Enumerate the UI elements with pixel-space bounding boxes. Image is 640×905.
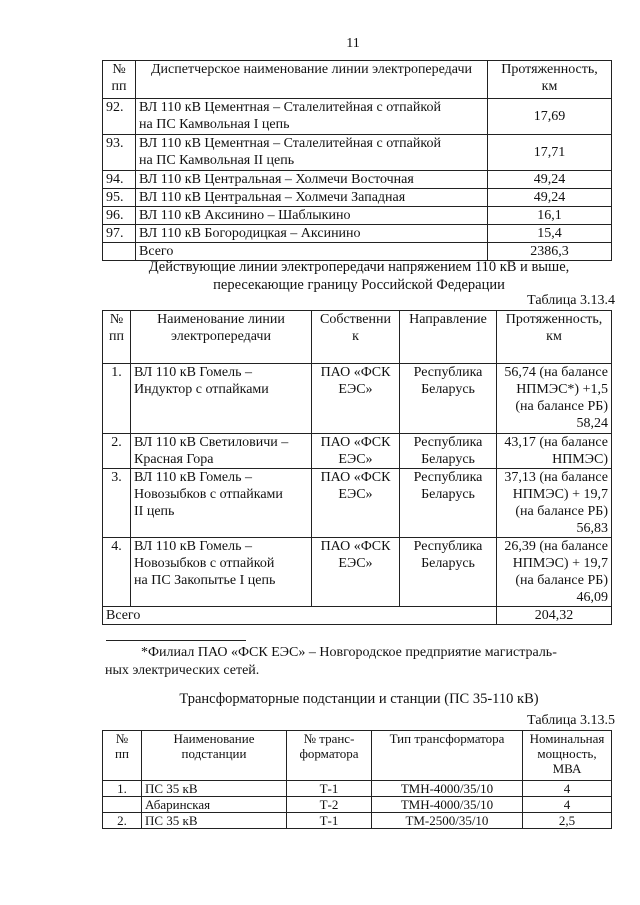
row-num: 1. bbox=[103, 781, 142, 797]
row-length: 17,71 bbox=[488, 135, 612, 171]
row-direction: Республика Беларусь bbox=[400, 469, 497, 538]
table-row bbox=[103, 434, 612, 469]
header-num: № пп bbox=[103, 731, 142, 781]
footnote-divider bbox=[106, 640, 246, 641]
total-row bbox=[103, 607, 612, 625]
table-row bbox=[103, 797, 612, 813]
section-heading-substations: Трансформаторные подстанции и станции (ПС 35-110 кВ) bbox=[179, 691, 539, 707]
row-length: 49,24 bbox=[488, 189, 612, 207]
row-name: ВЛ 110 кВ Гомель – Новозыбков с отпайкой на ПС Закопытье I цепь bbox=[131, 538, 312, 607]
row-num: 2. bbox=[103, 813, 142, 829]
table-row bbox=[103, 135, 612, 171]
table-row bbox=[103, 538, 612, 607]
row-num: 97. bbox=[103, 225, 136, 243]
row-type: ТМН-4000/35/10 bbox=[372, 781, 523, 797]
row-owner: ПАО «ФСК ЕЭС» bbox=[312, 469, 400, 538]
row-num bbox=[103, 797, 142, 813]
table-row bbox=[103, 781, 612, 797]
table-row bbox=[103, 99, 612, 135]
row-owner: ПАО «ФСК ЕЭС» bbox=[312, 364, 400, 434]
row-type: ТМН-4000/35/10 bbox=[372, 797, 523, 813]
row-trafo: Т-2 bbox=[287, 797, 372, 813]
row-name: ПС 35 кВ bbox=[142, 813, 287, 829]
table-row bbox=[103, 225, 612, 243]
table-caption-3-13-5: Таблица 3.13.5 bbox=[527, 713, 615, 728]
row-name: ВЛ 110 кВ Гомель – Новозыбков с отпайками II цепь bbox=[131, 469, 312, 538]
table-header-row bbox=[103, 731, 612, 781]
row-num: 95. bbox=[103, 189, 136, 207]
header-length: Протяженность, км bbox=[497, 311, 612, 364]
header-num: № пп bbox=[103, 61, 136, 99]
row-name: Абаринская bbox=[142, 797, 287, 813]
table-row bbox=[103, 364, 612, 434]
row-name: ВЛ 110 кВ Богородицкая – Аксинино bbox=[136, 225, 488, 243]
table-row bbox=[103, 171, 612, 189]
row-trafo: Т-1 bbox=[287, 813, 372, 829]
row-length: 49,24 bbox=[488, 171, 612, 189]
row-name: ВЛ 110 кВ Центральная – Холмечи Восточная bbox=[136, 171, 488, 189]
footnote: *Филиал ПАО «ФСК ЕЭС» – Новгородское предприятие магистраль- ных электрических сетей. bbox=[105, 645, 557, 678]
row-power: 4 bbox=[523, 797, 612, 813]
header-direction: Направление bbox=[400, 311, 497, 364]
header-name: Наименование подстанции bbox=[142, 731, 287, 781]
total-value: 2386,3 bbox=[488, 243, 612, 261]
row-name: ВЛ 110 кВ Аксинино – Шаблыкино bbox=[136, 207, 488, 225]
table-row bbox=[103, 469, 612, 538]
header-power: Номинальная мощность, МВА bbox=[523, 731, 612, 781]
row-num: 93. bbox=[103, 135, 136, 171]
row-name: ВЛ 110 кВ Светиловичи – Красная Гора bbox=[131, 434, 312, 469]
row-type: ТМ-2500/35/10 bbox=[372, 813, 523, 829]
table-row bbox=[103, 813, 612, 829]
header-trafo-type: Тип трансформатора bbox=[372, 731, 523, 781]
header-name: Диспетчерское наименование линии электропередачи bbox=[136, 61, 488, 99]
page-number: 11 bbox=[346, 36, 360, 51]
section-heading-cross-border: Действующие линии электропередачи напряжением 110 кВ и выше, пересекающие границу Российской Федерации bbox=[148, 259, 570, 293]
header-trafo-num: № транс- форматора bbox=[287, 731, 372, 781]
row-num: 2. bbox=[103, 434, 131, 469]
header-length: Протяженность, км bbox=[488, 61, 612, 99]
row-length: 56,74 (на балансе НПМЭС*) +1,5 (на балансе РБ) 58,24 bbox=[497, 364, 612, 434]
total-label: Всего bbox=[103, 607, 497, 625]
table-header-row bbox=[103, 311, 612, 364]
row-direction: Республика Беларусь bbox=[400, 538, 497, 607]
row-name: ПС 35 кВ bbox=[142, 781, 287, 797]
row-num: 4. bbox=[103, 538, 131, 607]
row-name: ВЛ 110 кВ Центральная – Холмечи Западная bbox=[136, 189, 488, 207]
row-owner: ПАО «ФСК ЕЭС» bbox=[312, 538, 400, 607]
row-num: 94. bbox=[103, 171, 136, 189]
table-row bbox=[103, 207, 612, 225]
row-length: 26,39 (на балансе НПМЭС) + 19,7 (на балансе РБ) 46,09 bbox=[497, 538, 612, 607]
row-num: 3. bbox=[103, 469, 131, 538]
row-owner: ПАО «ФСК ЕЭС» bbox=[312, 434, 400, 469]
row-power: 4 bbox=[523, 781, 612, 797]
row-length: 17,69 bbox=[488, 99, 612, 135]
header-num: № пп bbox=[103, 311, 131, 364]
row-num: 96. bbox=[103, 207, 136, 225]
row-name: ВЛ 110 кВ Цементная – Сталелитейная с отпайкой на ПС Камвольная I цепь bbox=[136, 99, 488, 135]
total-label: Всего bbox=[136, 243, 488, 261]
row-num: 92. bbox=[103, 99, 136, 135]
cross-border-lines-table bbox=[102, 310, 612, 625]
row-name: ВЛ 110 кВ Цементная – Сталелитейная с отпайкой на ПС Камвольная II цепь bbox=[136, 135, 488, 171]
row-num: 1. bbox=[103, 364, 131, 434]
table-header-row bbox=[103, 61, 612, 99]
row-power: 2,5 bbox=[523, 813, 612, 829]
total-value: 204,32 bbox=[497, 607, 612, 625]
row-direction: Республика Беларусь bbox=[400, 434, 497, 469]
header-owner: Собственни к bbox=[312, 311, 400, 364]
substations-table bbox=[102, 730, 612, 829]
table-caption-3-13-4: Таблица 3.13.4 bbox=[527, 293, 615, 308]
row-length: 43,17 (на балансе НПМЭС) bbox=[497, 434, 612, 469]
row-length: 37,13 (на балансе НПМЭС) + 19,7 (на балансе РБ) 56,83 bbox=[497, 469, 612, 538]
row-name: ВЛ 110 кВ Гомель – Индуктор с отпайками bbox=[131, 364, 312, 434]
row-length: 16,1 bbox=[488, 207, 612, 225]
power-lines-table bbox=[102, 60, 612, 261]
row-length: 15,4 bbox=[488, 225, 612, 243]
row-direction: Республика Беларусь bbox=[400, 364, 497, 434]
header-name: Наименование линии электропередачи bbox=[131, 311, 312, 364]
row-trafo: Т-1 bbox=[287, 781, 372, 797]
table-row bbox=[103, 189, 612, 207]
